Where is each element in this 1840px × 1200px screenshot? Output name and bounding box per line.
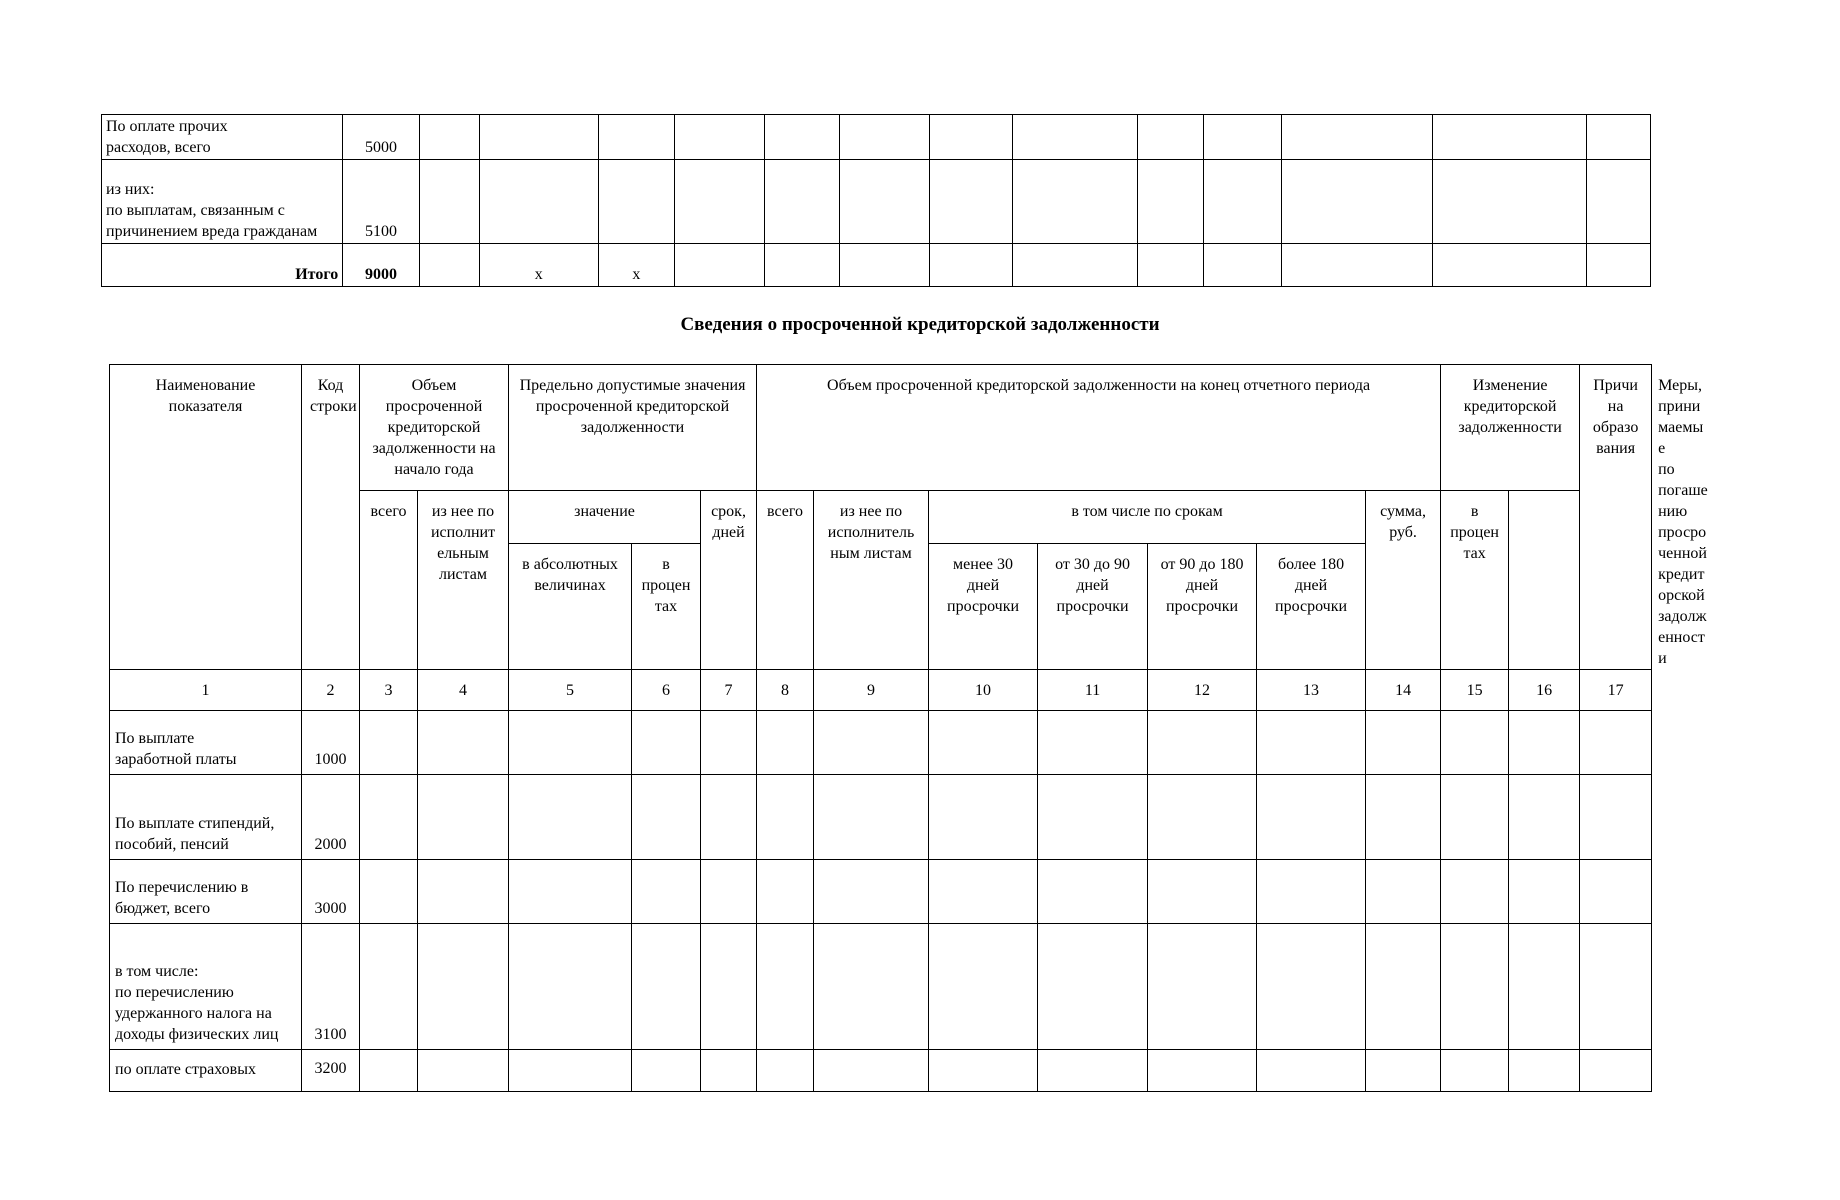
header-row-1: Наименование показателя Код строки Объем просроченной кредиторской задолженности на начало года Предельно допустимые значения просроченной кредиторской задолженности Объем просроченной кредиторской задолженности на конец отчетного периода Изменение кредиторской задолженности Причи на образо вания Меры, прини маемы е по погаше нию просро ченной кредит орской задолж енност и (110, 365, 1652, 491)
total-label: Итого (102, 244, 343, 287)
total-code: 9000 (343, 244, 420, 287)
header-term: срок, дней (701, 491, 757, 670)
row-name: По оплате прочих расходов, всего (102, 115, 343, 160)
col-number: 8 (757, 670, 814, 711)
col-number: 13 (1257, 670, 1366, 711)
row-code: 3100 (302, 924, 360, 1050)
row-code: 3200 (302, 1050, 360, 1092)
header-total: всего (360, 491, 418, 670)
header-volume-start: Объем просроченной кредиторской задолженности на начало года (360, 365, 509, 491)
row-code: 2000 (302, 775, 360, 860)
row-name: в том числе: по перечислению удержанного налога на доходы физических лиц (110, 924, 302, 1050)
col-number: 16 (1509, 670, 1580, 711)
row-code: 5100 (343, 160, 420, 244)
table-row (110, 775, 1652, 860)
col-number: 7 (701, 670, 757, 711)
x-mark: x (599, 244, 675, 287)
header-90-180: от 90 до 180 дней просрочки (1148, 544, 1257, 670)
section-title: Сведения о просроченной кредиторской задолженности (680, 314, 1160, 335)
header-by-terms: в том числе по срокам (929, 491, 1366, 544)
col-number: 11 (1038, 670, 1148, 711)
x-mark: x (479, 244, 599, 287)
header-absolute: в абсолютных величинах (509, 544, 632, 670)
col-number: 2 (302, 670, 360, 711)
col-number: 9 (814, 670, 929, 711)
header-sum: сумма, руб. (1366, 491, 1441, 670)
row-code: 3000 (302, 860, 360, 924)
header-percent-val: в процен тах (632, 544, 701, 670)
header-name: Наименование показателя (110, 365, 302, 670)
column-numbers-row (110, 670, 1652, 711)
col-number: 14 (1366, 670, 1441, 711)
header-reasons: Причи на образо вания (1580, 365, 1652, 670)
header-from-exec: из нее по исполнит ельным листам (418, 491, 509, 670)
header-30-90: от 30 до 90 дней просрочки (1038, 544, 1148, 670)
header-limits: Предельно допустимые значения просроченной кредиторской задолженности (509, 365, 757, 491)
col-number: 12 (1148, 670, 1257, 711)
col-number: 4 (418, 670, 509, 711)
col-number: 15 (1441, 670, 1509, 711)
continued-table (101, 114, 1651, 287)
row-code: 1000 (302, 711, 360, 775)
col-number: 1 (110, 670, 302, 711)
row-name: По выплате заработной платы (110, 711, 302, 775)
header-change: Изменение кредиторской задолженности (1441, 365, 1580, 491)
table-row (110, 1050, 1652, 1092)
header-value: значение (509, 491, 701, 544)
col-number: 17 (1580, 670, 1652, 711)
col-number: 3 (360, 670, 418, 711)
table-row (102, 115, 1651, 160)
table-row (110, 711, 1652, 775)
row-code: 5000 (343, 115, 420, 160)
col-number: 5 (509, 670, 632, 711)
header-gt180: более 180 дней просрочки (1257, 544, 1366, 670)
col-number: 10 (929, 670, 1038, 711)
header-from-exec-2: из нее по исполнитель ным листам (814, 491, 929, 670)
header-lt30: менее 30 дней просрочки (929, 544, 1038, 670)
row-name: из них: по выплатам, связанным с причинением вреда гражданам (102, 160, 343, 244)
table-row (110, 860, 1652, 924)
total-row (102, 244, 1651, 287)
header-volume-end: Объем просроченной кредиторской задолженности на конец отчетного периода (757, 365, 1441, 491)
header-percent: в процен тах (1441, 491, 1509, 670)
header-code: Код строки (302, 365, 360, 670)
row-name: По перечислению в бюджет, всего (110, 860, 302, 924)
row-name: по оплате страховых (110, 1050, 302, 1092)
header-total-2: всего (757, 491, 814, 670)
row-name: По выплате стипендий, пособий, пенсий (110, 775, 302, 860)
table-row (110, 924, 1652, 1050)
overdue-payables-table (109, 364, 1708, 1092)
table-row (102, 160, 1651, 244)
col-number: 6 (632, 670, 701, 711)
